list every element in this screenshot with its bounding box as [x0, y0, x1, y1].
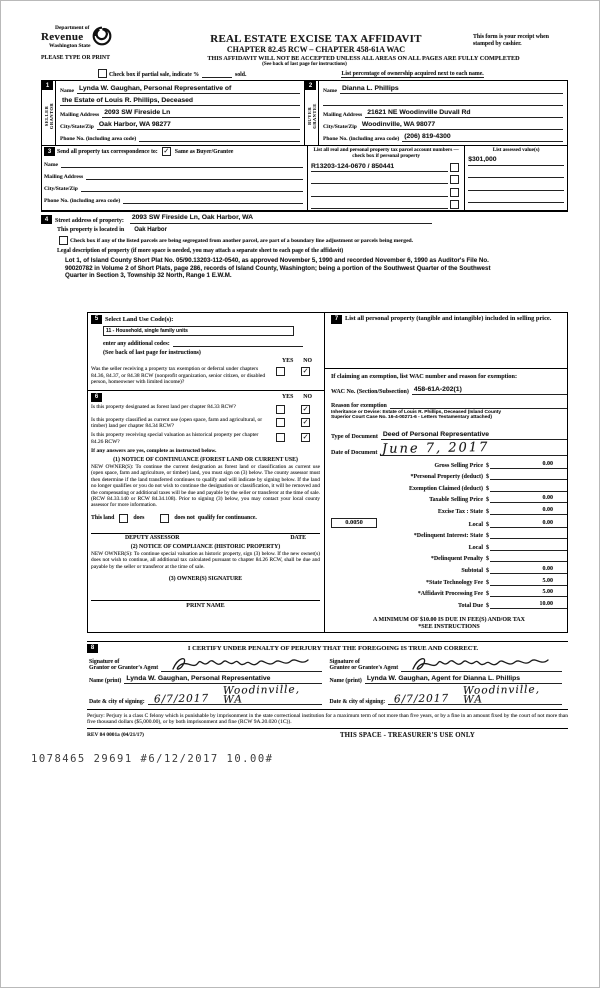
reason-line-1: Inheritance or Devise: Estate of Louis R. Phillips, Deceased (Island County	[331, 409, 502, 415]
street-address-label: Street address of property:	[55, 218, 124, 224]
money-row	[331, 483, 567, 492]
currency-symbol: $	[486, 533, 489, 540]
money-label: Total Due	[458, 602, 483, 609]
see-instructions-note: *SEE INSTRUCTIONS	[418, 624, 480, 631]
corr-phone-field	[123, 195, 303, 204]
does-not-label: does not	[174, 515, 195, 522]
deputy-assessor-line	[91, 533, 320, 541]
segregated-label: Check box if any of the listed parcels are being segregated from another parcel, are part of a boundary line adjustment or parcels being merged.	[70, 237, 414, 244]
does-label: does	[133, 515, 145, 522]
section-7-number: 7	[331, 315, 342, 324]
seller-name-field: Lynda W. Gaughan, Personal Representative of	[77, 85, 300, 94]
money-line	[490, 577, 567, 586]
personal-property-checkbox	[450, 188, 459, 197]
currency-symbol: $	[486, 521, 489, 528]
grantee-signature-field	[401, 655, 562, 672]
money-line	[490, 553, 567, 562]
money-label: Exemption Claimed (deduct)	[409, 485, 483, 492]
same-as-buyer-checkbox: ✓	[163, 147, 170, 155]
corr-name-field	[61, 159, 303, 168]
buyer-word: BUYER	[306, 107, 312, 126]
currency-symbol: $	[486, 579, 489, 586]
yes-header: YES	[282, 357, 294, 364]
tax-correspondence-section	[42, 146, 307, 210]
question-text: Is this property classified as current use (open space, farm and agricultural, or timber) land per chapter 84.34 RCW?	[91, 416, 263, 429]
personal-property-label: List all personal property (tangible and intangible) included in selling price.	[345, 314, 552, 322]
currency-symbol: $	[486, 462, 489, 469]
money-label: Taxable Selling Price	[429, 497, 483, 504]
land-use-title: Select Land Use Code(s):	[105, 315, 174, 323]
buyer-name-label: Name	[323, 88, 337, 94]
currency-symbol: $	[486, 474, 489, 481]
parties-row	[41, 80, 568, 145]
type-of-document-field: Deed of Personal Representative	[381, 431, 567, 440]
parcel-row	[311, 163, 461, 172]
currency-symbol: $	[486, 602, 489, 609]
does-checkbox	[119, 514, 128, 523]
legal-description-label: Legal description of property (if more space is needed, you may attach a separate sheet to each page of the affidavit)	[57, 248, 344, 254]
money-row	[331, 565, 567, 574]
section-6-number: 6	[91, 393, 102, 402]
this-land-label: This land	[91, 515, 115, 522]
excise-tax-table	[331, 460, 567, 609]
handwritten-date: 6/7/2017	[153, 692, 209, 706]
seller-phone-field	[139, 133, 300, 142]
print-name-label: PRINT NAME	[186, 603, 225, 610]
warning-text: THIS AFFIDAVIT WILL NOT BE ACCEPTED UNLESS ALL AREAS ON ALL PAGES ARE FULLY COMPLETED	[207, 55, 520, 62]
buyer-city-field: Woodinville, WA 98077	[360, 121, 563, 130]
corr-name-label: Name	[44, 162, 58, 168]
seller-phone-label: Phone No. (including area code)	[60, 136, 137, 142]
partial-sale-percent-field	[202, 77, 232, 78]
buyer-section	[304, 81, 567, 145]
seller-address-label: Mailing Address	[60, 112, 100, 118]
money-amount: 0.00	[542, 566, 553, 573]
money-amount: 0.00	[542, 507, 553, 514]
owners-signature-field	[91, 586, 320, 601]
footer-row	[87, 732, 568, 739]
money-line	[490, 494, 567, 503]
money-label: Local	[468, 521, 483, 528]
parcel-row	[311, 188, 461, 197]
date-of-document-label: Date of Document	[331, 449, 378, 456]
notice-compliance-body: NEW OWNER(S): To continue special valuation as historic property, sign (3) below. If the new owner(s) does not wish to continue, all additional tax calculated pursuant to chapter 84.26 RCW, shall be due and payable by the seller or transferor at the time of sale.	[91, 550, 320, 570]
seller-grantor-label	[44, 103, 54, 129]
grantor-sig-label-1: Signature of	[89, 658, 120, 665]
grantor-name-field: Lynda W. Gaughan, Personal Representative	[124, 675, 321, 684]
parcel-row	[311, 200, 461, 209]
money-row	[331, 588, 567, 597]
partial-sale-checkbox	[98, 69, 107, 78]
personal-property-checkbox	[450, 163, 459, 172]
segregated-checkbox	[59, 236, 68, 245]
question-text: Was the seller receiving a property tax exemption or deferral under chapters 84.36, 84.37, or 84.38 RCW (nonprofit organization, senior citizen, or disabled person, homeowner with limited income)?	[91, 366, 266, 385]
instructions-note: (See back of last page for instructions)	[262, 61, 347, 67]
money-label: Subtotal	[461, 568, 483, 575]
partial-sale-row	[96, 69, 246, 78]
money-label: *Delinquent Penalty	[430, 556, 483, 563]
money-amount: 0.00	[542, 519, 553, 526]
currency-symbol: $	[486, 591, 489, 598]
rev-form-number: REV 84 0001a (04/21/17)	[87, 732, 144, 738]
classification-questions	[91, 404, 320, 445]
assessed-values-list	[468, 155, 564, 204]
money-amount: 5.00	[542, 589, 553, 596]
currency-symbol: $	[486, 497, 489, 504]
buyer-address-label: Mailing Address	[323, 112, 363, 118]
form-title: REAL ESTATE EXCISE TAX AFFIDAVIT	[210, 33, 422, 45]
corr-city-field	[81, 183, 303, 192]
section-1-number: 1	[42, 81, 53, 90]
seller-name-label: Name	[60, 88, 74, 94]
currency-symbol: $	[486, 568, 489, 575]
classification-question	[91, 417, 320, 430]
right-column	[325, 313, 568, 633]
money-label: *State Technology Fee	[426, 579, 483, 586]
notice-continuance-title: (1) NOTICE OF CONTINUANCE (FOREST LAND OR CURRENT USE)	[113, 457, 298, 463]
question-text: Is this property designated as forest land per chapter 84.33 RCW?	[91, 404, 236, 410]
money-row	[331, 553, 567, 562]
no-checkbox: ✓	[302, 433, 309, 441]
currency-symbol: $	[486, 544, 489, 551]
left-column	[87, 313, 325, 633]
street-address-field: 2093 SW Fireside Ln, Oak Harbor, WA	[130, 214, 432, 224]
money-row	[331, 600, 567, 609]
correspondence-parcels-row	[41, 145, 568, 211]
exemption-deferral-question	[91, 366, 320, 386]
parcel-numbers-section	[307, 146, 567, 210]
grantee-sig-label-2: Grantee or Grantee's Agent	[329, 665, 399, 672]
money-label: *Personal Property (deduct)	[410, 474, 483, 481]
section-3-number: 3	[44, 147, 55, 156]
property-section	[41, 211, 568, 282]
form-header	[41, 25, 568, 54]
section-divider	[88, 390, 324, 391]
wac-number-label: WAC No. (Section/Subsection)	[331, 388, 409, 395]
agency-dept-of: Department of	[55, 25, 90, 31]
money-row	[331, 494, 567, 503]
assessed-value-field: $301,000	[468, 155, 564, 166]
seller-side-strip	[42, 81, 56, 145]
no-header: NO	[303, 394, 312, 400]
money-line	[490, 506, 567, 515]
type-or-print-label: PLEASE TYPE OR PRINT	[41, 55, 110, 61]
seller-name-field-2: the Estate of Louis R. Phillips, Deceased	[60, 97, 300, 106]
notice-compliance-title: (2) NOTICE OF COMPLIANCE (HISTORIC PROPERTY)	[130, 543, 281, 550]
corr-address-label: Mailing Address	[44, 174, 84, 180]
corr-phone-label: Phone No. (including area code)	[44, 198, 121, 204]
yes-checkbox	[276, 433, 285, 442]
seller-address-field: 2093 SW Fireside Ln	[102, 109, 300, 118]
buyer-city-label: City/State/Zip	[323, 124, 357, 130]
treasurer-use-note: THIS SPACE - TREASURER'S USE ONLY	[339, 732, 476, 739]
assessed-value-field	[468, 180, 564, 191]
affidavit-form	[31, 25, 568, 765]
located-in-label: This property is located in	[57, 227, 125, 233]
located-in-value: Oak Harbor	[134, 227, 167, 233]
partial-sale-suffix: sold.	[235, 72, 247, 78]
grantor-date-label: Date & city of signing:	[89, 698, 145, 705]
grantee-date-field	[388, 683, 562, 706]
handwritten-city: Woodinville, WA	[222, 683, 301, 706]
money-line	[490, 471, 567, 480]
seller-word: SELLER	[43, 105, 49, 127]
grantor-signature-field	[161, 655, 321, 672]
grantee-word: GRANTEE	[311, 103, 317, 129]
assessed-values-header: List assessed value(s)	[492, 147, 540, 153]
seller-city-field: Oak Harbor, WA 98277	[97, 121, 300, 130]
money-line	[490, 542, 567, 551]
grantee-date-label: Date & city of signing:	[329, 698, 386, 705]
grantor-signature-block	[87, 653, 328, 705]
money-row	[331, 506, 567, 515]
no-checkbox: ✓	[302, 417, 309, 426]
qualify-row	[91, 514, 320, 523]
buyer-name-field: Dianna L. Phillips	[340, 85, 563, 94]
revenue-swirl-icon	[92, 26, 112, 51]
lower-columns	[87, 312, 568, 633]
classification-question	[91, 404, 320, 414]
see-back-note: (See back of last page for instructions)	[103, 349, 201, 356]
money-row	[331, 542, 567, 551]
agency-state: Washington State	[49, 43, 91, 49]
money-amount: 10.00	[539, 600, 553, 607]
money-amount: 0.00	[542, 495, 553, 502]
grantee-signature-block	[328, 653, 569, 705]
handwritten-date: 6/7/2017	[394, 692, 450, 706]
money-line	[490, 460, 567, 469]
reason-line-2: Superior Court Case No. 16-4-00271-6 - Letters Testamentary attached)	[331, 415, 492, 421]
money-row	[331, 471, 567, 480]
grantee-name-label: Name (print)	[329, 677, 362, 684]
parcel-number-field	[311, 175, 448, 184]
date-of-document-field	[380, 439, 567, 457]
exemption-intro: If claiming an exemption, list WAC number and reason for exemption:	[325, 368, 567, 380]
money-row	[331, 460, 567, 469]
grantee-sig-label-1: Signature of	[329, 658, 360, 665]
handwritten-city: Woodinville, WA	[463, 683, 541, 706]
yes-checkbox	[276, 418, 285, 427]
agency-revenue: Revenue	[41, 31, 84, 43]
local-rate-box: 0.0050	[331, 518, 377, 528]
does-not-checkbox	[160, 514, 169, 523]
land-use-code-field: 11 - Household, single family units	[103, 326, 294, 336]
reason-exemption-label: Reason for exemption	[331, 402, 387, 409]
section-5-number: 5	[91, 315, 102, 324]
seller-section	[42, 81, 304, 145]
parcel-number-field	[311, 200, 448, 209]
wac-number-field: 458-61A-202(1)	[412, 386, 567, 395]
money-row	[331, 577, 567, 586]
section-2-number: 2	[305, 81, 316, 90]
grantor-sig-label-2: Grantor or Grantor's Agent	[89, 665, 159, 672]
currency-symbol: $	[486, 556, 489, 563]
certification-section	[87, 641, 568, 710]
money-label: Excise Tax : State	[437, 509, 483, 516]
corr-address-field	[86, 171, 303, 180]
money-row	[331, 530, 567, 539]
buyer-phone-label: Phone No. (including area code)	[323, 136, 400, 142]
grantee-name-field: Lynda W. Gaughan, Agent for Dianna L. Phillips	[365, 675, 562, 684]
notice-continuance-body: NEW OWNER(S): To continue the current designation as forest land or classification as current use (open space, farm and agriculture, or timber) land, you must sign on (3) below. The county assessor must then determine if the land transferred continues to qualify and will indicate by signing below. If the land no longer qualifies or you do not wish to continue the designation or classification, it will be removed and the compensating or additional taxes will be due and payable by the seller or transferor at the time of sale. (RCW 84.33.140 or RCW 84.34.108). Prior to signing (3) below, you may contact your local county assessor for more information.	[91, 464, 320, 509]
revenue-logo	[41, 25, 159, 51]
buyer-phone-field: (206) 819-4300	[402, 133, 563, 142]
money-label: Gross Selling Price	[434, 462, 483, 469]
classification-question	[91, 432, 320, 445]
yes-header: YES	[282, 394, 294, 400]
money-label: *Delinquent Interest: State	[413, 533, 483, 540]
section-4-number: 4	[41, 215, 52, 224]
deputy-assessor-label: DEPUTY ASSESSOR	[125, 534, 180, 541]
currency-symbol: $	[486, 485, 489, 492]
additional-codes-label: enter any additional codes:	[103, 340, 170, 347]
money-label: Local	[468, 544, 483, 551]
additional-codes-field	[173, 339, 303, 347]
handwritten-document-date: June 7, 2017	[382, 439, 490, 457]
assessed-value-field	[468, 192, 564, 203]
cashier-stamp-line: 1078465 29691 #6/12/2017 10.00#	[31, 753, 274, 765]
no-checkbox: ✓	[302, 367, 309, 375]
personal-property-checkbox	[450, 200, 459, 209]
send-correspondence-label: Send all property tax correspondence to:	[57, 148, 158, 155]
assessed-value-field	[468, 167, 564, 178]
money-line	[490, 600, 567, 609]
no-header: NO	[303, 357, 312, 364]
money-row	[331, 518, 567, 528]
receipt-note: This form is your receipt when stamped by cashier.	[473, 34, 549, 47]
type-of-document-label: Type of Document	[331, 433, 378, 440]
partial-sale-label: Check box if partial sale, indicate %	[109, 72, 200, 78]
grantor-signature-ink	[165, 654, 315, 674]
same-as-buyer-label: Same as Buyer/Grantee	[174, 148, 234, 155]
currency-symbol: $	[486, 509, 489, 516]
date-label: DATE	[290, 534, 306, 541]
buyer-side-strip	[305, 81, 319, 145]
money-amount: 0.00	[542, 460, 553, 467]
owners-signature-label: (3) OWNER(S) SIGNATURE	[168, 576, 243, 583]
corr-city-label: City/State/Zip	[44, 186, 78, 192]
section-8-number: 8	[87, 644, 98, 653]
yes-checkbox	[276, 367, 285, 376]
money-line	[490, 483, 567, 492]
grantee-signature-ink	[405, 654, 555, 674]
buyer-name-field-2	[323, 97, 563, 106]
parcel-row	[311, 175, 461, 184]
form-subtitle: CHAPTER 82.45 RCW – CHAPTER 458-61A WAC	[226, 45, 406, 54]
perjury-text: Perjury: Perjury is a class C felony which is punishable by imprisonment in the state correctional institution for a maximum term of not more than five years, or by a fine in an amount fixed by the court of not more than five thousand dollars ($5,000.00), or by both imprisonment and fine (RCW 9A.20.020 (1C)).	[87, 713, 568, 729]
parcel-number-field	[311, 188, 448, 197]
parcel-number-field: R13203-124-0670 / 850441	[311, 163, 448, 172]
money-label: *Affidavit Processing Fee	[417, 591, 483, 598]
ownership-note: List percentage of ownership acquired next to each name.	[341, 71, 484, 77]
parcel-list	[311, 163, 461, 210]
grantor-date-field	[148, 683, 322, 706]
grantor-word: GRANTOR	[48, 103, 54, 130]
parcel-header: List all real and personal property tax parcel account numbers — check box if personal property	[313, 147, 459, 159]
if-yes-note: If any answers are yes, complete as instructed below.	[91, 448, 217, 454]
grantor-name-label: Name (print)	[89, 677, 122, 684]
reason-exemption-field	[390, 400, 567, 409]
yes-checkbox	[276, 405, 285, 414]
money-line	[490, 530, 567, 539]
legal-description-text: Lot 1, of Island County Short Plat No. 05/90.13203-112-0540, as approved November 5, 1990 and recorded November 6, 1990 as Auditor's File No. 90020782 in Volume 2 of Short Plats, page 286, records of Island County, Washington; being a portion of the Southwest Quarter of the Southwest Quarter in Section 3, Township 32 North, Range 1 E.W.M.	[65, 257, 491, 279]
buyer-address-field: 21621 NE Woodinville Duvall Rd	[365, 109, 563, 118]
personal-property-checkbox	[450, 175, 459, 184]
certify-statement: I CERTIFY UNDER PENALTY OF PERJURY THAT THE FOREGOING IS TRUE AND CORRECT.	[187, 644, 479, 652]
qualify-suffix: qualify for continuance.	[197, 515, 257, 522]
question-text: Is this property receiving special valuation as historical property per chapter 84.26 RCW?	[91, 432, 259, 445]
money-amount: 5.00	[542, 577, 553, 584]
no-checkbox: ✓	[302, 405, 309, 413]
minimum-due-note: A MINIMUM OF $10.00 IS DUE IN FEE(S) AND/OR TAX	[373, 616, 525, 623]
money-line	[490, 588, 567, 597]
money-line	[490, 565, 567, 574]
money-line	[490, 519, 567, 528]
buyer-grantee-label	[307, 103, 317, 129]
seller-city-label: City/State/Zip	[60, 124, 94, 130]
